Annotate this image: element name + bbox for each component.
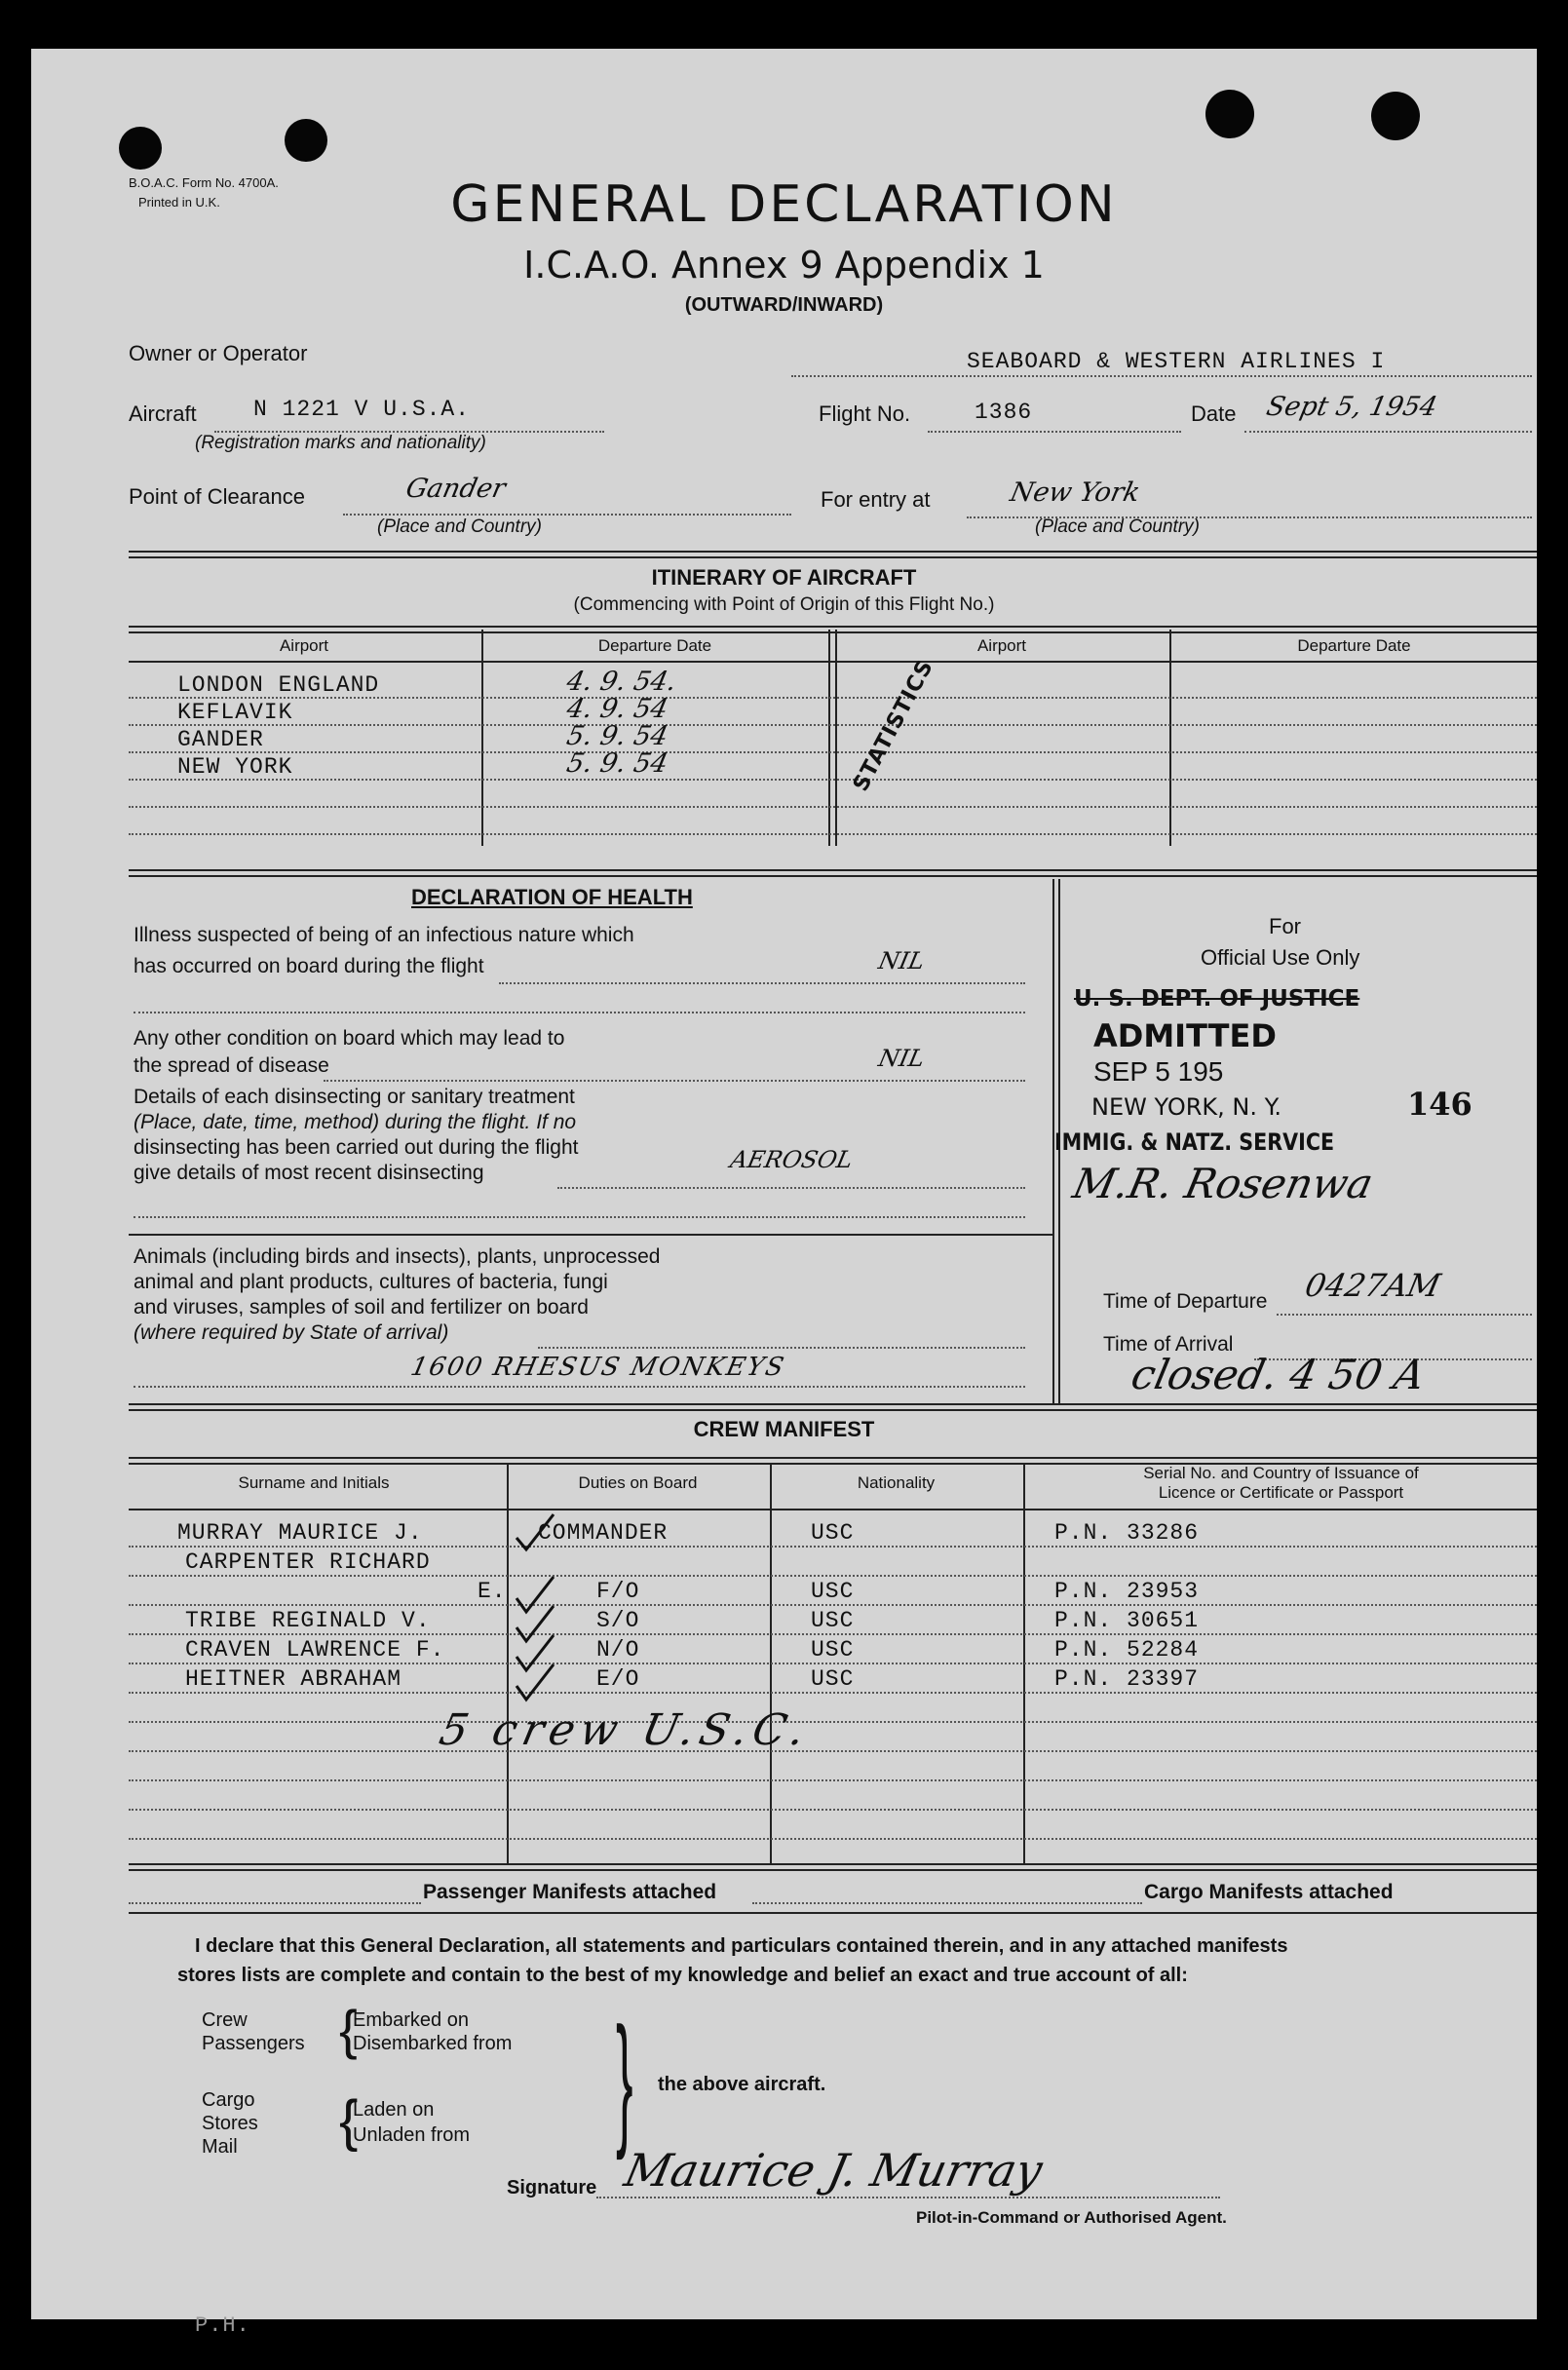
flight-value: 1386 (975, 400, 1033, 425)
itinerary-airport-4: NEW YORK (177, 754, 293, 780)
itinerary-date-2: 4. 9. 54 (563, 694, 671, 724)
date-line (1244, 431, 1532, 433)
arrival-value: closed. 4 50 A (1127, 1351, 1430, 1398)
mail-label: Mail (202, 2136, 238, 2158)
official-label-1: For (1269, 914, 1301, 938)
brace-main: } (616, 1997, 633, 2160)
arrival-label: Time of Arrival (1103, 1333, 1234, 1356)
statistics-stamp: STATISTICS (848, 655, 939, 796)
crew-label: Crew (202, 2009, 248, 2031)
crew-nat-6: USC (811, 1666, 855, 1692)
crew-row-line-10 (129, 1809, 1537, 1811)
clearance-value: Gander (402, 474, 509, 504)
crew-serial-3: P.N. 23953 (1054, 1579, 1200, 1604)
disinfect-line-1: Details of each disinsecting or sanitary treatment (134, 1086, 575, 1108)
itinerary-airport-1: LONDON ENGLAND (177, 672, 380, 698)
crew-col-serial-1: Serial No. and Country of Issuance of (1143, 1464, 1419, 1482)
crew-header-bottom (129, 1509, 1537, 1510)
itinerary-header-rule (129, 626, 1537, 633)
animals-line-1: Animals (including birds and insects), plants, unprocessed (134, 1245, 661, 1268)
illness-line-2: has occurred on board during the flight (134, 955, 484, 977)
disinfect-line-3: disinsecting has been carried out during the flight (134, 1136, 579, 1159)
signature-line (596, 2197, 1220, 2198)
entry-note: (Place and Country) (1035, 516, 1200, 537)
departure-label: Time of Departure (1103, 1290, 1268, 1313)
itinerary-date-3: 5. 9. 54 (563, 721, 671, 751)
health-animals-rule (129, 1234, 1052, 1236)
date-value: Sept 5, 1954 (1263, 392, 1440, 422)
itinerary-airport-3: GANDER (177, 727, 264, 752)
crew-nat-5: USC (811, 1637, 855, 1663)
itinerary-row-line-5 (129, 806, 1537, 808)
owner-value: SEABOARD & WESTERN AIRLINES I (967, 349, 1386, 374)
brace-crew: { (339, 1999, 358, 2060)
crew-col-duties: Duties on Board (578, 1473, 698, 1492)
other-value: NIL (876, 1045, 928, 1072)
itinerary-header-bottom (129, 661, 1537, 663)
itinerary-title: ITINERARY OF AIRCRAFT (651, 565, 917, 590)
crew-bottom-rule (129, 1863, 1537, 1871)
disinfect-line (557, 1187, 1025, 1189)
printed-in: Printed in U.K. (138, 195, 220, 210)
animals-line-extra (134, 1386, 1025, 1388)
clearance-line (343, 514, 791, 516)
crew-nat-4: USC (811, 1608, 855, 1633)
signature-label: Signature (507, 2177, 597, 2198)
stores-label: Stores (202, 2113, 258, 2134)
itinerary-col-airport-2: Airport (976, 636, 1027, 655)
disinfect-line-2: (Place, date, time, method) during the flight. If no (134, 1111, 577, 1133)
cargo-label: Cargo (202, 2089, 255, 2111)
disinfect-value: AEROSOL (728, 1146, 856, 1173)
crew-name-2: CARPENTER RICHARD (185, 1549, 431, 1575)
itinerary-row-line-3 (129, 751, 1537, 753)
crew-col-surname: Surname and Initials (238, 1473, 390, 1492)
crew-checkmarks (509, 1510, 587, 1705)
animals-line (538, 1347, 1025, 1349)
crew-row-line-3 (129, 1604, 1537, 1606)
animals-line-3: and viruses, samples of soil and fertilizer on board (134, 1296, 589, 1319)
crew-serial-4: P.N. 30651 (1054, 1608, 1200, 1633)
above-aircraft: the above aircraft. (658, 2074, 826, 2095)
date-label: Date (1191, 401, 1237, 426)
cargo-manifests: Cargo Manifests attached (1144, 1881, 1394, 1903)
crew-duty-5: N/O (596, 1637, 640, 1663)
official-signature: M.R. Rosenwa (1068, 1160, 1378, 1207)
other-line (324, 1080, 1025, 1082)
crew-row-line-7 (129, 1721, 1537, 1723)
official-label-2: Official Use Only (1201, 945, 1360, 970)
clearance-label: Point of Clearance (129, 484, 305, 509)
crew-duty-1: COMMANDER (538, 1520, 669, 1546)
itinerary-airport-2: KEFLAVIK (177, 700, 293, 725)
stamp-number: 146 (1407, 1086, 1472, 1123)
itinerary-divider-1 (481, 630, 483, 846)
other-line-2: the spread of disease (134, 1054, 329, 1077)
departure-value: 0427AM (1301, 1267, 1444, 1304)
manifests-rule (129, 1912, 1537, 1914)
illness-line-1: Illness suspected of being of an infectious nature which (134, 924, 634, 946)
declaration-line-2: stores lists are complete and contain to the best of my knowledge and belief an exact and true account of all: (177, 1965, 1188, 1986)
crew-serial-6: P.N. 23397 (1054, 1666, 1200, 1692)
form-number: B.O.A.C. Form No. 4700A. (129, 175, 279, 190)
stamp-admitted: ADMITTED (1093, 1017, 1277, 1054)
departure-line (1277, 1314, 1532, 1316)
crew-row-line-4 (129, 1633, 1537, 1635)
punch-hole-right-1 (1205, 90, 1254, 138)
animals-value: 1600 RHESUS MONKEYS (407, 1353, 788, 1382)
itinerary-divider-2 (828, 630, 830, 846)
form-direction: (OUTWARD/INWARD) (684, 294, 884, 316)
crew-duty-4: S/O (596, 1608, 640, 1633)
owner-line (791, 375, 1532, 377)
brace-cargo: { (339, 2089, 359, 2153)
crew-row-line-9 (129, 1779, 1537, 1781)
crew-col-nationality: Nationality (857, 1473, 936, 1492)
crew-note: 5 crew U.S.C. (435, 1705, 816, 1755)
illness-line-extra (134, 1012, 1025, 1013)
crew-name-3: E. (478, 1579, 507, 1604)
crew-top-rule (129, 1403, 1537, 1411)
crew-nat-1: USC (811, 1520, 855, 1546)
cargo-manifests-line (752, 1902, 1142, 1904)
crew-row-line-11 (129, 1838, 1537, 1840)
itinerary-date-1: 4. 9. 54. (563, 667, 679, 697)
aircraft-value: N 1221 V U.S.A. (253, 397, 471, 422)
disinfect-line-extra (134, 1216, 1025, 1218)
crew-title: CREW MANIFEST (693, 1417, 875, 1441)
crew-name-4: TRIBE REGINALD V. (185, 1608, 431, 1633)
entry-label: For entry at (821, 487, 931, 512)
crew-row-line-8 (129, 1750, 1537, 1752)
illness-line (499, 982, 1025, 984)
punch-hole-right-2 (1371, 92, 1420, 140)
crew-name-5: CRAVEN LAWRENCE F. (185, 1637, 445, 1663)
owner-label: Owner or Operator (129, 341, 308, 365)
stamp-dept: U. S. DEPT. OF JUSTICE (1074, 986, 1360, 1012)
crew-row-line-5 (129, 1663, 1537, 1664)
pilot-note: Pilot-in-Command or Authorised Agent. (916, 2208, 1227, 2227)
stamp-city: NEW YORK, N. Y. (1091, 1093, 1282, 1121)
health-title: DECLARATION OF HEALTH (411, 885, 693, 909)
declaration-line-1: I declare that this General Declaration, all statements and particulars contained therein, and in any attached manifests (195, 1935, 1288, 1957)
crew-col-serial-2: Licence or Certificate or Passport (1158, 1483, 1404, 1502)
animals-line-4: (where required by State of arrival) (134, 1321, 449, 1344)
crew-nat-3: USC (811, 1579, 855, 1604)
passenger-manifests: Passenger Manifests attached (423, 1881, 717, 1903)
entry-value: New York (1007, 478, 1143, 508)
crew-name-1: MURRAY MAURICE J. (177, 1520, 423, 1546)
punch-hole-left-2 (285, 119, 327, 162)
unladen-label: Unladen from (353, 2124, 471, 2146)
itinerary-top-rule (129, 551, 1537, 558)
animals-line-2: animal and plant products, cultures of bacteria, fungi (134, 1271, 608, 1293)
passenger-manifests-line (129, 1902, 421, 1904)
crew-row-line-1 (129, 1546, 1537, 1548)
itinerary-subtitle: (Commencing with Point of Origin of this Flight No.) (573, 594, 995, 615)
itinerary-row-line-2 (129, 724, 1537, 726)
aircraft-note: (Registration marks and nationality) (195, 433, 486, 453)
crew-row-line-2 (129, 1575, 1537, 1577)
stamp-service: IMMIG. & NATZ. SERVICE (1054, 1128, 1335, 1156)
form-title: GENERAL DECLARATION (450, 175, 1118, 234)
itinerary-row-line-6 (129, 833, 1537, 835)
aircraft-label: Aircraft (129, 401, 197, 426)
itinerary-col-airport-1: Airport (279, 636, 329, 655)
other-line-1: Any other condition on board which may lead to (134, 1027, 565, 1050)
disembarked-label: Disembarked from (353, 2033, 513, 2054)
declaration-form (31, 49, 1537, 2319)
embarked-label: Embarked on (353, 2009, 469, 2031)
itinerary-row-line-4 (129, 779, 1537, 781)
crew-duty-6: E/O (596, 1666, 640, 1692)
form-subtitle: I.C.A.O. Annex 9 Appendix 1 (523, 244, 1045, 287)
clearance-note: (Place and Country) (377, 516, 542, 537)
punch-hole-left-1 (119, 127, 162, 170)
crew-name-6: HEITNER ABRAHAM (185, 1666, 402, 1692)
itinerary-col-departure-2: Departure Date (1297, 636, 1411, 655)
initials: P.H. (195, 2313, 250, 2338)
crew-serial-5: P.N. 52284 (1054, 1637, 1200, 1663)
laden-label: Laden on (353, 2099, 435, 2121)
signature-value: Maurice J. Murray (620, 2144, 1048, 2197)
crew-serial-1: P.N. 33286 (1054, 1520, 1200, 1546)
itinerary-col-departure-1: Departure Date (597, 636, 712, 655)
flight-label: Flight No. (819, 401, 911, 426)
disinfect-line-4: give details of most recent disinsecting (134, 1162, 484, 1184)
illness-value: NIL (876, 947, 928, 975)
itinerary-divider-4 (1169, 630, 1171, 846)
itinerary-divider-3 (835, 630, 837, 846)
itinerary-date-4: 5. 9. 54 (563, 748, 671, 779)
crew-duty-3: F/O (596, 1579, 640, 1604)
flight-line (928, 431, 1181, 433)
stamp-date: SEP 5 195 (1093, 1056, 1224, 1087)
passengers-label: Passengers (202, 2033, 305, 2054)
crew-row-line-6 (129, 1692, 1537, 1694)
itinerary-bottom-rule (129, 869, 1537, 877)
